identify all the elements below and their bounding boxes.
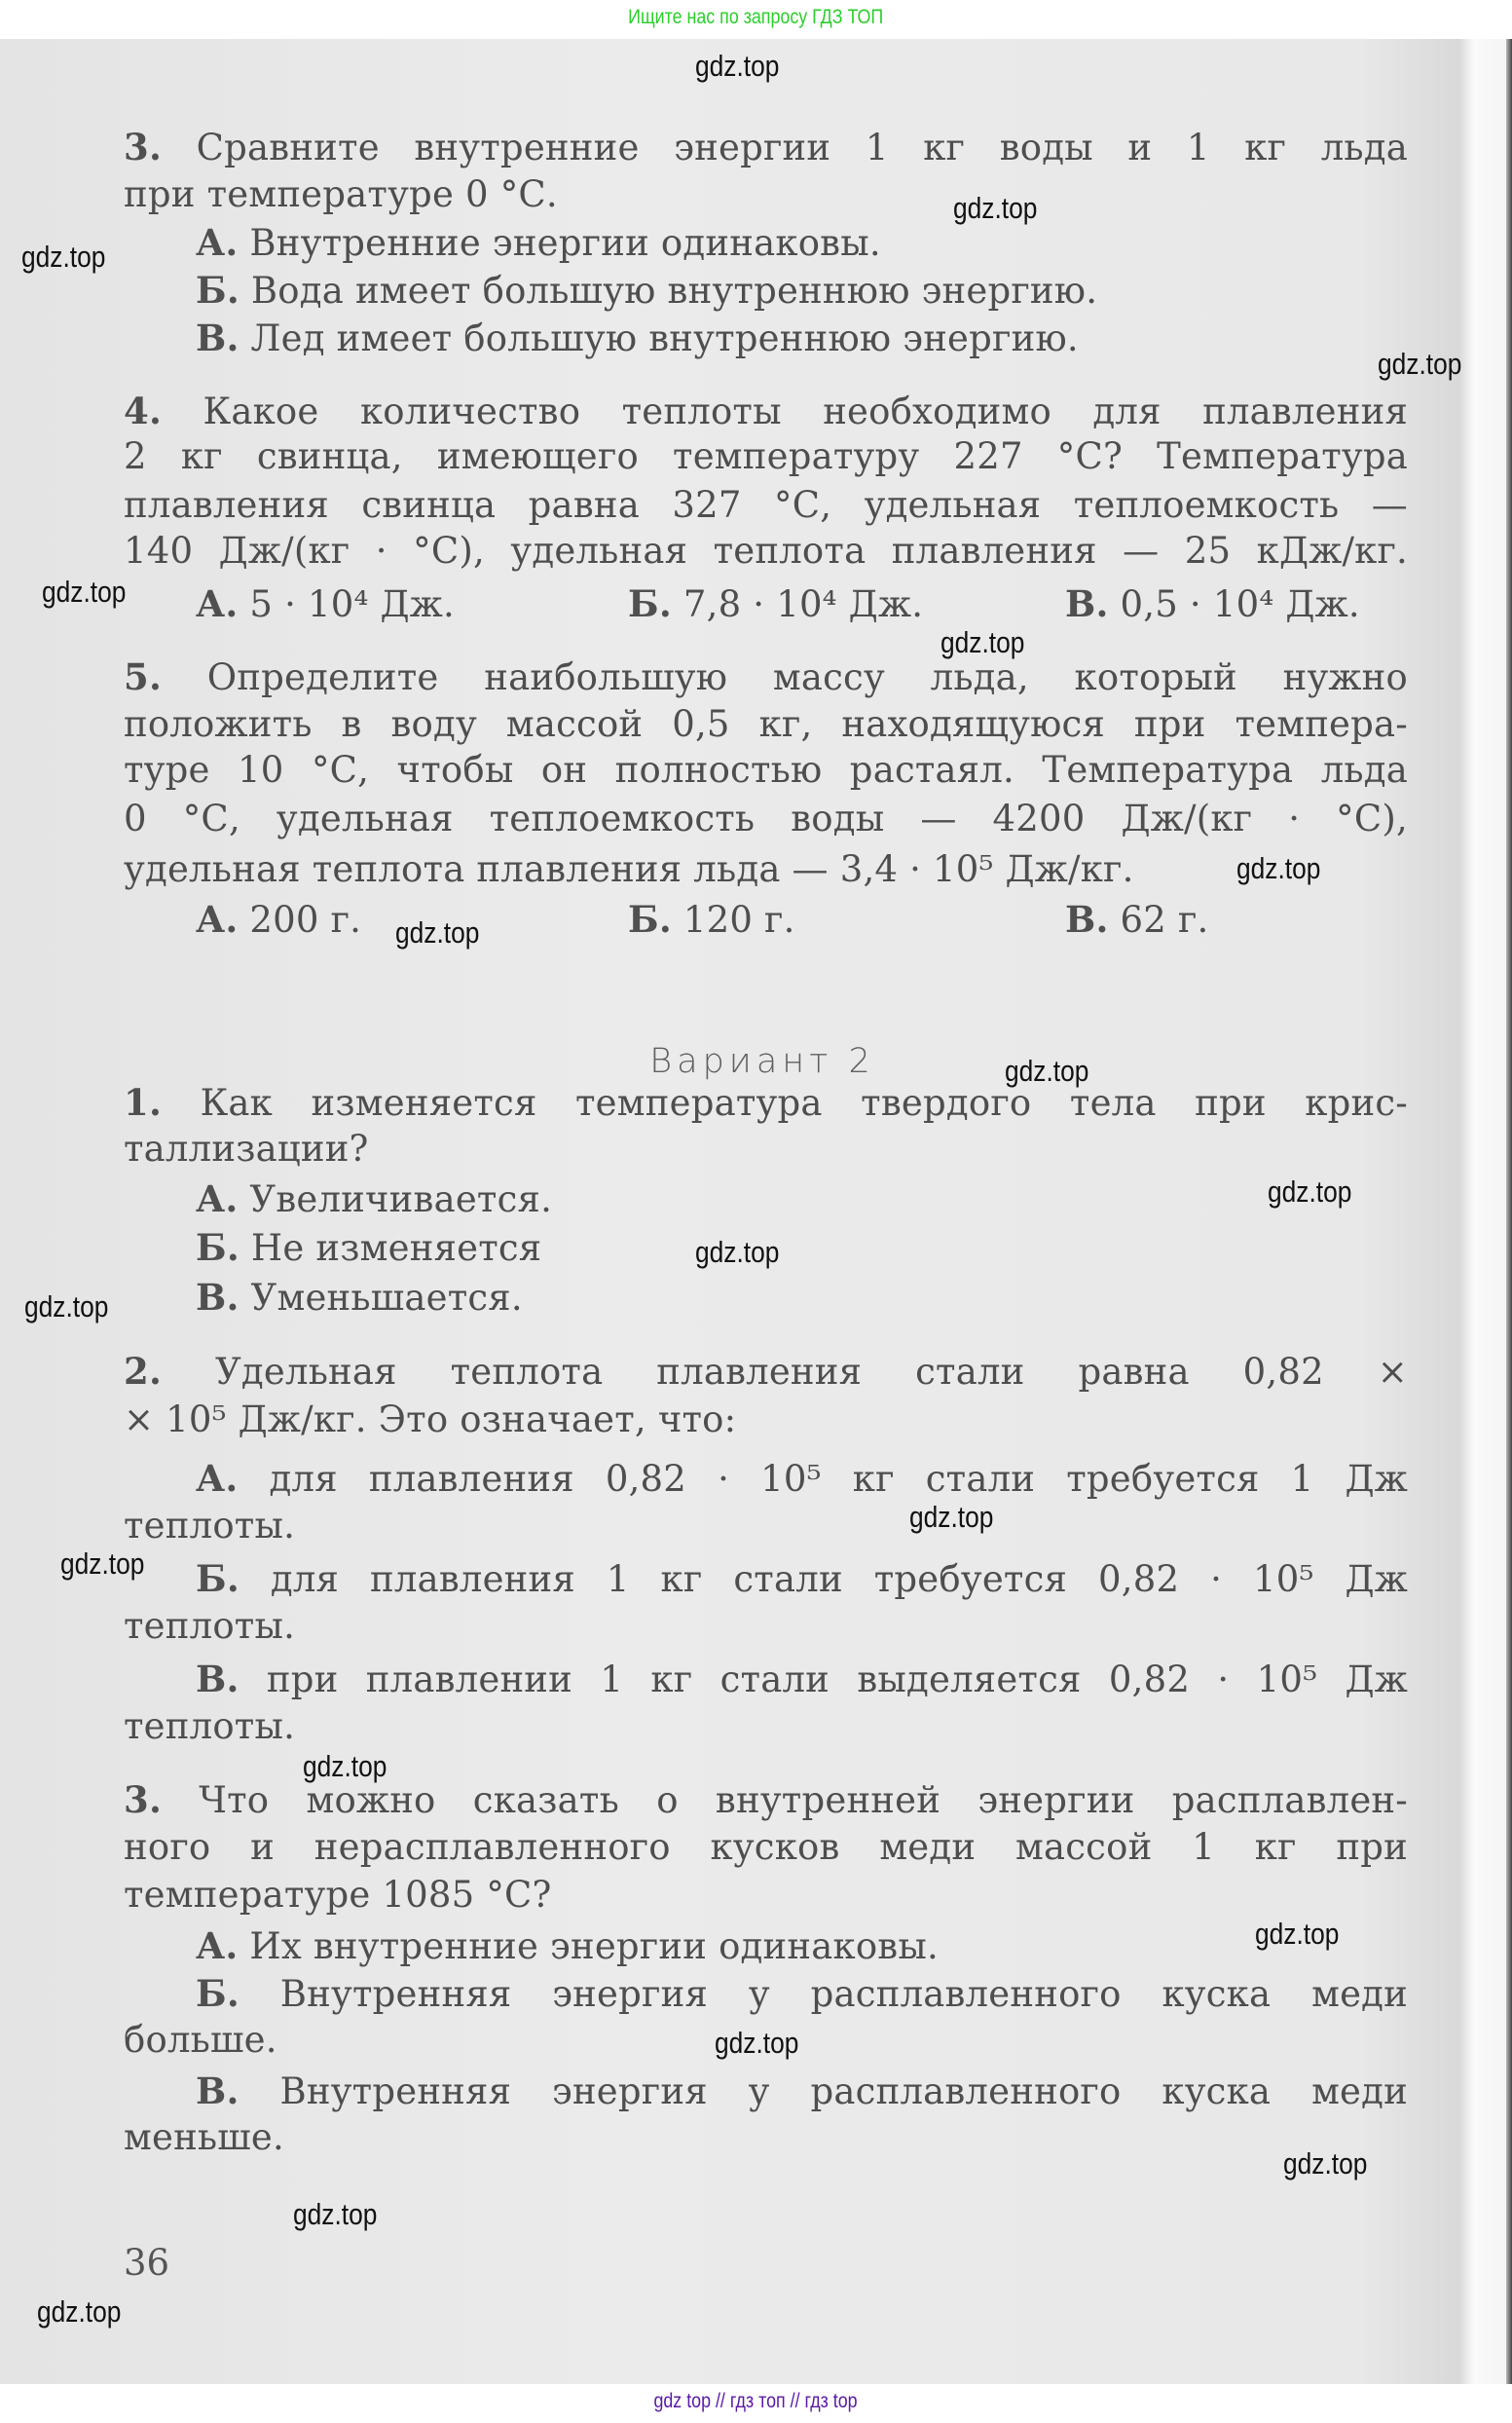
line-text: ного и нерасплавленного кусков меди массой 1 кг при — [124, 1826, 1408, 1868]
watermark: gdz.top — [695, 1235, 780, 1269]
item-label: Б. — [196, 269, 240, 312]
line-text: больше. — [124, 2019, 277, 2061]
answer-option — [628, 580, 923, 628]
item-label: 3. — [124, 1778, 163, 1821]
watermark: gdz.top — [1236, 851, 1321, 885]
line-text: 200 г. — [249, 899, 362, 941]
text-line — [124, 433, 1408, 480]
line-text: × 10⁵ Дж/кг. Это означает, что: — [124, 1398, 737, 1440]
text-line — [124, 171, 558, 218]
answer-option — [196, 1175, 552, 1223]
item-label: В. — [196, 1276, 240, 1319]
line-text: Лед имеет большую внутреннюю энергию. — [250, 317, 1079, 359]
line-text: 7,8 · 10⁴ Дж. — [682, 583, 924, 625]
line-text: Внутренняя энергия у расплавленного куска меди — [279, 2070, 1408, 2112]
line-text: Какое количество теплоты необходимо для плавления — [203, 391, 1409, 432]
answer-option — [196, 1274, 523, 1322]
line-text: Определите наибольшую массу льда, который нужно — [206, 656, 1408, 698]
text-line — [124, 846, 1134, 893]
watermark: gdz.top — [1378, 347, 1462, 381]
item-label: Б. — [628, 582, 672, 625]
question-start — [124, 388, 1408, 435]
line-text: положить в воду массой 0,5 кг, находящуюся при темпера- — [124, 703, 1408, 745]
answer-option — [196, 315, 1079, 362]
answer-option — [196, 1555, 1408, 1603]
item-label: 5. — [124, 655, 163, 698]
line-text: при температуре 0 °С. — [124, 173, 558, 215]
line-text: 2 кг свинца, имеющего температуру 227 °С? Температура — [124, 435, 1408, 477]
line-text: Что можно сказать о внутренней энергии расплавлен- — [199, 1779, 1408, 1821]
answer-option — [196, 1970, 1408, 2018]
watermark: gdz.top — [21, 240, 106, 274]
watermark: gdz.top — [940, 625, 1025, 659]
watermark: gdz.top — [293, 2197, 378, 2231]
line-text: туре 10 °С, чтобы он полностью растаял. Температура льда — [124, 749, 1408, 791]
watermark: gdz.top — [909, 1500, 994, 1534]
text-line — [124, 1824, 1408, 1871]
line-text: Внутренняя энергия у расплавленного куска меди — [279, 1973, 1409, 2015]
line-text: Сравните внутренние энергии 1 кг воды и 1 кг льда — [196, 127, 1409, 168]
top-banner-text: Ищите нас по запросу ГДЗ ТОП — [628, 6, 884, 28]
line-text: Увеличивается. — [249, 1178, 553, 1220]
watermark: gdz.top — [715, 2026, 799, 2060]
question-start — [124, 1079, 1408, 1127]
line-text: теплоты. — [124, 1505, 296, 1547]
line-text: Внутренние энергии одинаковы. — [249, 222, 881, 264]
line-text: для плавления 0,82 · 10⁵ кг стали требуется 1 Дж — [269, 1458, 1408, 1500]
item-label: Б. — [196, 1226, 240, 1269]
item-label: А. — [196, 582, 239, 625]
watermark: gdz.top — [1255, 1917, 1340, 1951]
line-text: таллизации? — [124, 1128, 369, 1170]
line-text: 5 · 10⁴ Дж. — [249, 583, 455, 625]
item-label: Б. — [196, 1972, 240, 2015]
item-label: В. — [1065, 582, 1109, 625]
line-text: Уменьшается. — [250, 1277, 523, 1319]
line-text: 62 г. — [1120, 899, 1209, 941]
watermark: gdz.top — [37, 2294, 122, 2329]
text-line — [124, 1397, 736, 1443]
answer-option — [196, 1455, 1408, 1503]
text-line — [124, 1872, 552, 1919]
item-label: 4. — [124, 390, 163, 432]
line-text: плавления свинца равна 327 °С, удельная теплоемкость — — [124, 484, 1408, 526]
item-label: 3. — [124, 126, 163, 168]
line-text: 0 °С, удельная теплоемкость воды — 4200 Дж/(кг · °С), — [124, 798, 1408, 839]
item-label: В. — [196, 2069, 240, 2112]
line-text: теплоты. — [124, 1605, 296, 1647]
watermark: gdz.top — [42, 575, 127, 609]
item-label: В. — [196, 1658, 240, 1700]
line-text: Их внутренние энергии одинаковы. — [249, 1925, 939, 1967]
answer-option — [196, 1656, 1408, 1703]
text-line — [124, 528, 1408, 575]
text-line — [124, 796, 1408, 842]
line-text: удельная теплота плавления льда — 3,4 · 10⁵ Дж/кг. — [124, 848, 1134, 890]
answer-option — [196, 267, 1097, 315]
item-label: А. — [196, 1177, 239, 1220]
line-text: 140 Дж/(кг · °С), удельная теплота плавления — 25 кДж/кг. — [124, 530, 1408, 572]
answer-option — [628, 896, 795, 944]
watermark: gdz.top — [395, 915, 480, 950]
item-label: В. — [196, 317, 240, 359]
item-label: А. — [196, 898, 239, 941]
text-line — [124, 747, 1408, 794]
bottom-banner — [0, 2384, 1512, 2423]
item-label: 2. — [124, 1350, 163, 1393]
text-line — [124, 482, 1408, 529]
line-text: 0,5 · 10⁴ Дж. — [1120, 583, 1360, 625]
item-label: 1. — [124, 1081, 163, 1124]
item-label: А. — [196, 1924, 239, 1967]
page-number: 36 — [124, 2242, 170, 2284]
text-line — [124, 1503, 295, 1549]
line-text: Удельная теплота плавления стали равна 0,82 × — [214, 1351, 1408, 1393]
text-line — [124, 2017, 277, 2064]
top-banner — [0, 0, 1512, 39]
textbook-page — [0, 39, 1512, 2384]
text-line — [124, 2114, 284, 2161]
question-start — [124, 124, 1408, 171]
line-text: Вода имеет большую внутреннюю энергию. — [250, 270, 1098, 312]
bottom-banner-text: gdz top // гдз топ // гдз top — [653, 2390, 859, 2412]
watermark: gdz.top — [303, 1749, 387, 1783]
watermark: gdz.top — [1005, 1054, 1089, 1088]
text-line — [124, 1603, 295, 1650]
answer-option — [196, 219, 881, 267]
answer-option — [1065, 580, 1360, 628]
answer-option — [196, 896, 361, 944]
answer-option — [196, 1224, 541, 1272]
line-text: Не изменяется — [250, 1227, 542, 1269]
line-text: 120 г. — [682, 899, 795, 941]
watermark: gdz.top — [24, 1289, 109, 1323]
line-text: при плавлении 1 кг стали выделяется 0,82 · 10⁵ Дж — [266, 1659, 1408, 1700]
line-text: меньше. — [124, 2116, 284, 2158]
watermark: gdz.top — [60, 1547, 145, 1581]
line-text: Как изменяется температура твердого тела при крис- — [200, 1082, 1409, 1124]
text-line — [124, 701, 1408, 748]
watermark: gdz.top — [1268, 1174, 1352, 1209]
watermark: gdz.top — [1283, 2146, 1368, 2181]
item-label: Б. — [628, 898, 672, 941]
answer-option — [196, 1922, 939, 1970]
watermark: gdz.top — [953, 191, 1038, 225]
item-label: Б. — [196, 1557, 240, 1600]
answer-option — [196, 580, 455, 628]
answer-option — [1065, 896, 1209, 944]
question-start — [124, 653, 1408, 701]
line-text: температуре 1085 °С? — [124, 1874, 552, 1916]
question-start — [124, 1348, 1408, 1396]
answer-option — [196, 2068, 1408, 2115]
item-label: В. — [1065, 898, 1109, 941]
line-text: теплоты. — [124, 1705, 296, 1747]
item-label: А. — [196, 221, 239, 264]
item-label: А. — [196, 1457, 239, 1500]
text-line — [124, 1703, 295, 1750]
variant-heading: Вариант 2 — [649, 1042, 875, 1081]
watermark: gdz.top — [695, 49, 780, 83]
line-text: для плавления 1 кг стали требуется 0,82 · 10⁵ Дж — [270, 1558, 1408, 1600]
text-line — [124, 1126, 369, 1173]
